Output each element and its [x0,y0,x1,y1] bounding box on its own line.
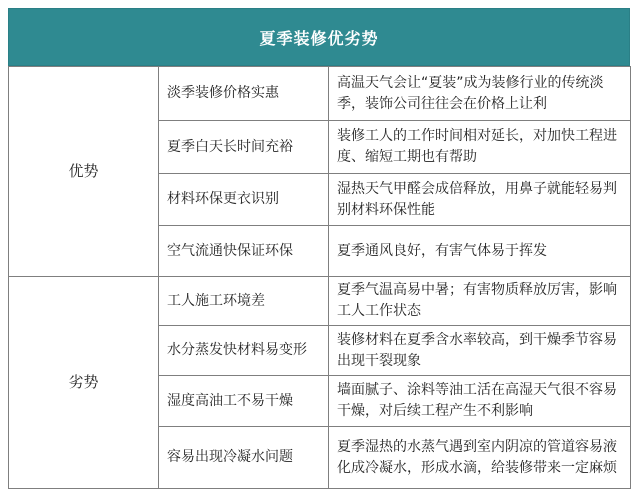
comparison-table-frame [8,8,630,490]
table-row [9,67,631,121]
row-description: 墙面腻子、涂料等油工活在高湿天气很不容易干燥，对后续工程产生不利影响 [329,376,631,427]
row-item: 湿度高油工不易干燥 [159,376,329,427]
row-item: 淡季装修价格实惠 [159,67,329,121]
category-advantages: 优势 [9,67,159,277]
row-item: 材料环保更衣识别 [159,174,329,226]
row-item: 空气流通快保证环保 [159,226,329,277]
row-description: 夏季气温高易中暑；有害物质释放厉害，影响工人工作状态 [329,277,631,326]
table-title: 夏季装修优劣势 [8,8,630,66]
row-item: 容易出现冷凝水问题 [159,427,329,489]
row-description: 装修材料在夏季含水率较高，到干燥季节容易出现干裂现象 [329,326,631,376]
row-item: 工人施工环境差 [159,277,329,326]
row-description: 高温天气会让“夏装”成为装修行业的传统淡季，装饰公司往往会在价格上让利 [329,67,631,121]
row-description: 装修工人的工作时间相对延长，对加快工程进度、缩短工期也有帮助 [329,121,631,174]
row-description: 夏季通风良好，有害气体易于挥发 [329,226,631,277]
category-disadvantages: 劣势 [9,277,159,489]
comparison-table [8,66,631,489]
row-description: 湿热天气甲醛会成倍释放，用鼻子就能轻易判别材料环保性能 [329,174,631,226]
row-description: 夏季湿热的水蒸气遇到室内阴凉的管道容易液化成冷凝水，形成水滴，给装修带来一定麻烦 [329,427,631,489]
row-item: 夏季白天长时间充裕 [159,121,329,174]
table-row [9,277,631,326]
row-item: 水分蒸发快材料易变形 [159,326,329,376]
